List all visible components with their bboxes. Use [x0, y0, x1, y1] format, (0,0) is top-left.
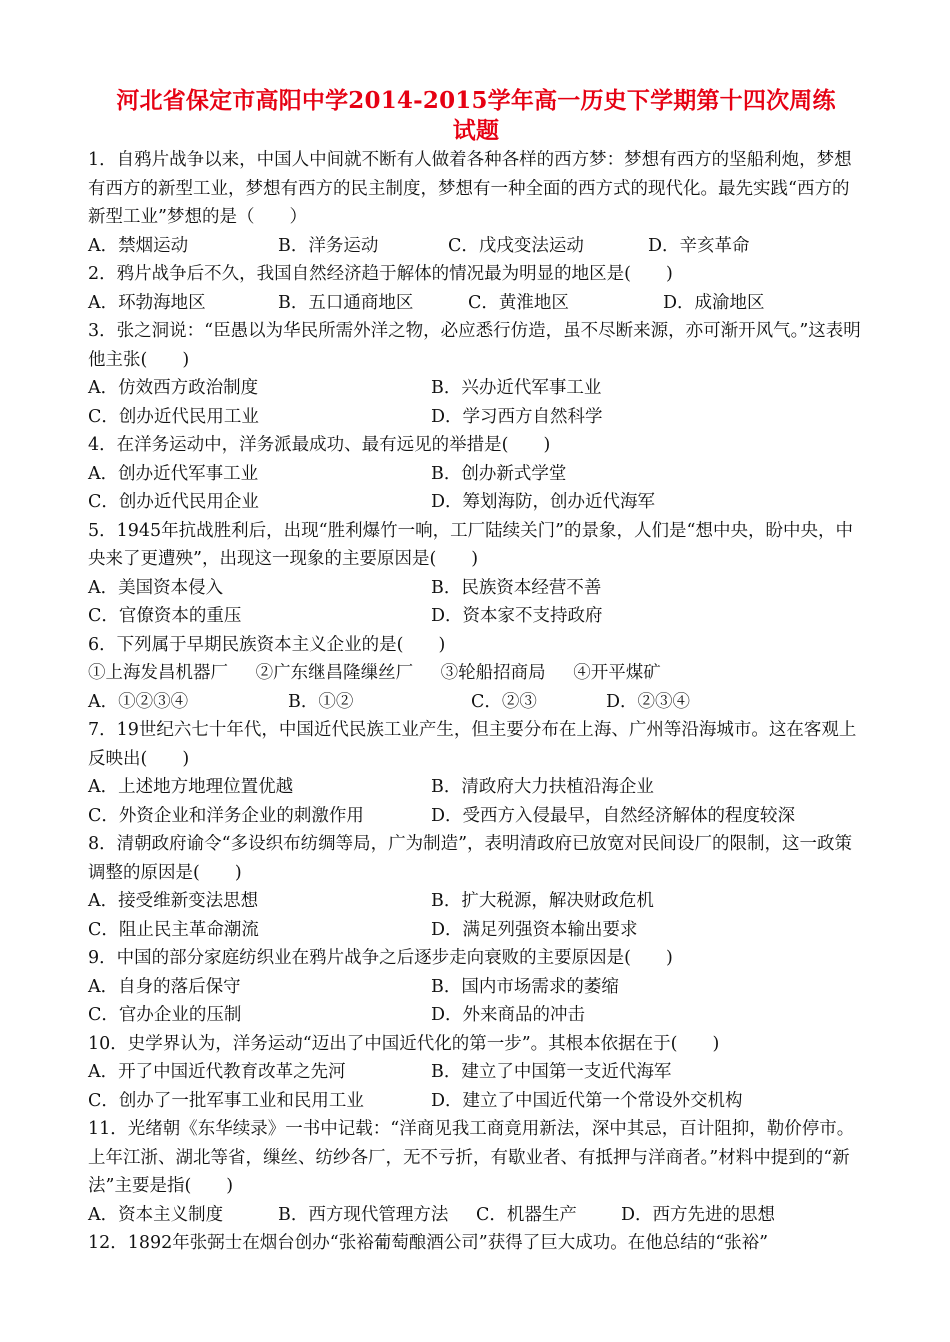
option-a: A．禁烟运动	[88, 235, 189, 256]
option-b: B．兴办近代军事工业	[431, 378, 602, 398]
option-d: D．辛亥革命	[648, 235, 750, 256]
statement-3: ③轮船招商局	[440, 663, 546, 683]
option-c: C．官办企业的压制	[88, 1005, 242, 1025]
option-c: C．机器生产	[476, 1204, 577, 1225]
question-10	[88, 1030, 864, 1116]
question-stem: 9．中国的部分家庭纺织业在鸦片战争之后逐步走向衰败的主要原因是( )	[88, 948, 673, 968]
question-12	[88, 1229, 864, 1258]
title-line-1: 河北省保定市高阳中学2014-2015学年高一历史下学期第十四次周练	[116, 87, 836, 114]
statement-2: ②广东继昌隆缫丝厂	[255, 663, 414, 683]
option-c: C．创办了一批军事工业和民用工业	[88, 1090, 364, 1111]
option-c: C．创办近代民用工业	[88, 406, 259, 427]
option-a: A．开了中国近代教育改革之先河	[88, 1062, 346, 1082]
option-grid	[88, 1058, 864, 1115]
option-d: D．筹划海防，创办近代海军	[431, 492, 656, 512]
option-a: A．上述地方地理位置优越	[88, 777, 294, 797]
document-title	[88, 86, 864, 146]
option-d: D．资本家不支持政府	[431, 606, 603, 626]
option-a: A．创办近代军事工业	[88, 463, 259, 484]
option-grid	[88, 374, 864, 431]
statement-list	[88, 659, 864, 688]
option-d: D．受西方入侵最早，自然经济解体的程度较深	[431, 805, 796, 826]
option-b: B．西方现代管理方法	[278, 1204, 449, 1225]
option-b: B．洋务运动	[278, 235, 379, 256]
option-c: C．阻止民主革命潮流	[88, 919, 259, 940]
question-5	[88, 517, 864, 631]
option-a: A．美国资本侵入	[88, 577, 224, 598]
option-c: C．官僚资本的重压	[88, 606, 242, 626]
option-c: C．创办近代民用企业	[88, 492, 259, 512]
question-stem: 5．1945年抗战胜利后，出现“胜利爆竹一响，工厂陆续关门”的景象，人们是“想中央，盼中央，中央来了更遭殃”，出现这一现象的主要原因是( )	[88, 520, 854, 569]
option-b: B．民族资本经营不善	[431, 577, 602, 598]
question-stem: 12．1892年张弼士在烟台创办“张裕葡萄酿酒公司”获得了巨大成功。在他总结的“张裕”	[88, 1233, 769, 1253]
option-row	[88, 688, 864, 717]
question-stem: 2．鸦片战争后不久，我国自然经济趋于解体的情况最为明显的地区是( )	[88, 264, 673, 284]
question-9	[88, 944, 864, 1030]
option-a: A．仿效西方政治制度	[88, 378, 259, 398]
question-11	[88, 1115, 864, 1229]
statement-1: ①上海发昌机器厂	[88, 663, 228, 683]
option-grid	[88, 460, 864, 517]
question-1	[88, 146, 864, 260]
option-d: D．外来商品的冲击	[431, 1005, 586, 1025]
option-grid	[88, 973, 864, 1030]
option-c: C．②③	[471, 691, 537, 712]
option-a: A．①②③④	[88, 691, 189, 712]
option-d: D．成渝地区	[663, 292, 765, 313]
option-d: D．学习西方自然科学	[431, 406, 603, 427]
question-stem: 3．张之洞说：“臣愚以为华民所需外洋之物，必应悉行仿造，虽不尽断来源，亦可渐开风气。”这表明他主张( )	[88, 321, 861, 370]
option-a: A．环勃海地区	[88, 292, 206, 313]
question-6	[88, 631, 864, 717]
question-stem: 1．自鸦片战争以来，中国人中间就不断有人做着各种各样的西方梦：梦想有西方的坚船利炮，梦想有西方的新型工业，梦想有西方的民主制度，梦想有一种全面的西方式的现代化。最先实践“西方的新型工业”梦想的是（ ）	[88, 150, 852, 227]
question-stem: 7．19世纪六七十年代，中国近代民族工业产生，但主要分布在上海、广州等沿海城市。这在客观上反映出( )	[88, 720, 857, 769]
option-b: B．①②	[288, 691, 354, 712]
statement-4: ④开平煤矿	[573, 663, 661, 683]
option-row	[88, 1201, 864, 1230]
option-row	[88, 289, 864, 318]
option-row	[88, 232, 864, 261]
option-c: C．戊戌变法运动	[448, 235, 584, 256]
option-a: A．资本主义制度	[88, 1204, 224, 1225]
option-a: A．接受维新变法思想	[88, 891, 259, 911]
option-c: C．黄淮地区	[468, 292, 569, 313]
option-b: B．创办新式学堂	[431, 463, 567, 484]
question-2	[88, 260, 864, 317]
option-c: C．外资企业和洋务企业的刺激作用	[88, 805, 364, 826]
option-grid	[88, 887, 864, 944]
question-8	[88, 830, 864, 944]
question-7	[88, 716, 864, 830]
question-stem: 6．下列属于早期民族资本主义企业的是( )	[88, 634, 446, 655]
option-d: D．②③④	[606, 691, 691, 712]
option-d: D．满足列强资本输出要求	[431, 919, 638, 940]
question-stem: 8．清朝政府谕令“多设织布纺绸等局，广为制造”，表明清政府已放宽对民间设厂的限制，这一政策调整的原因是( )	[88, 834, 853, 883]
option-d: D．西方先进的思想	[621, 1204, 776, 1225]
option-b: B．国内市场需求的萎缩	[431, 976, 619, 997]
option-a: A．自身的落后保守	[88, 976, 241, 997]
document-page	[88, 86, 864, 1258]
option-b: B．建立了中国第一支近代海军	[431, 1062, 672, 1082]
question-3	[88, 317, 864, 431]
option-b: B．清政府大力扶植沿海企业	[431, 777, 654, 797]
title-line-2: 试题	[452, 117, 500, 144]
question-stem: 10．史学界认为，洋务运动“迈出了中国近代化的第一步”。其根本依据在于( )	[88, 1033, 720, 1054]
question-stem: 4．在洋务运动中，洋务派最成功、最有远见的举措是( )	[88, 435, 551, 455]
option-grid	[88, 773, 864, 830]
question-4	[88, 431, 864, 517]
option-b: B．五口通商地区	[278, 292, 414, 313]
option-grid	[88, 574, 864, 631]
question-stem: 11．光绪朝《东华续录》一书中记载：“洋商见我工商竟用新法，深中其忌，百计阻抑，勒价停市。上年江浙、湖北等省，缫丝、纺纱各厂，无不亏折，有歇业者、有抵押与洋商者。”材料中提到的“新法”主要是指( )	[88, 1119, 855, 1196]
option-d: D．建立了中国近代第一个常设外交机构	[431, 1090, 743, 1111]
option-b: B．扩大税源，解决财政危机	[431, 891, 654, 911]
